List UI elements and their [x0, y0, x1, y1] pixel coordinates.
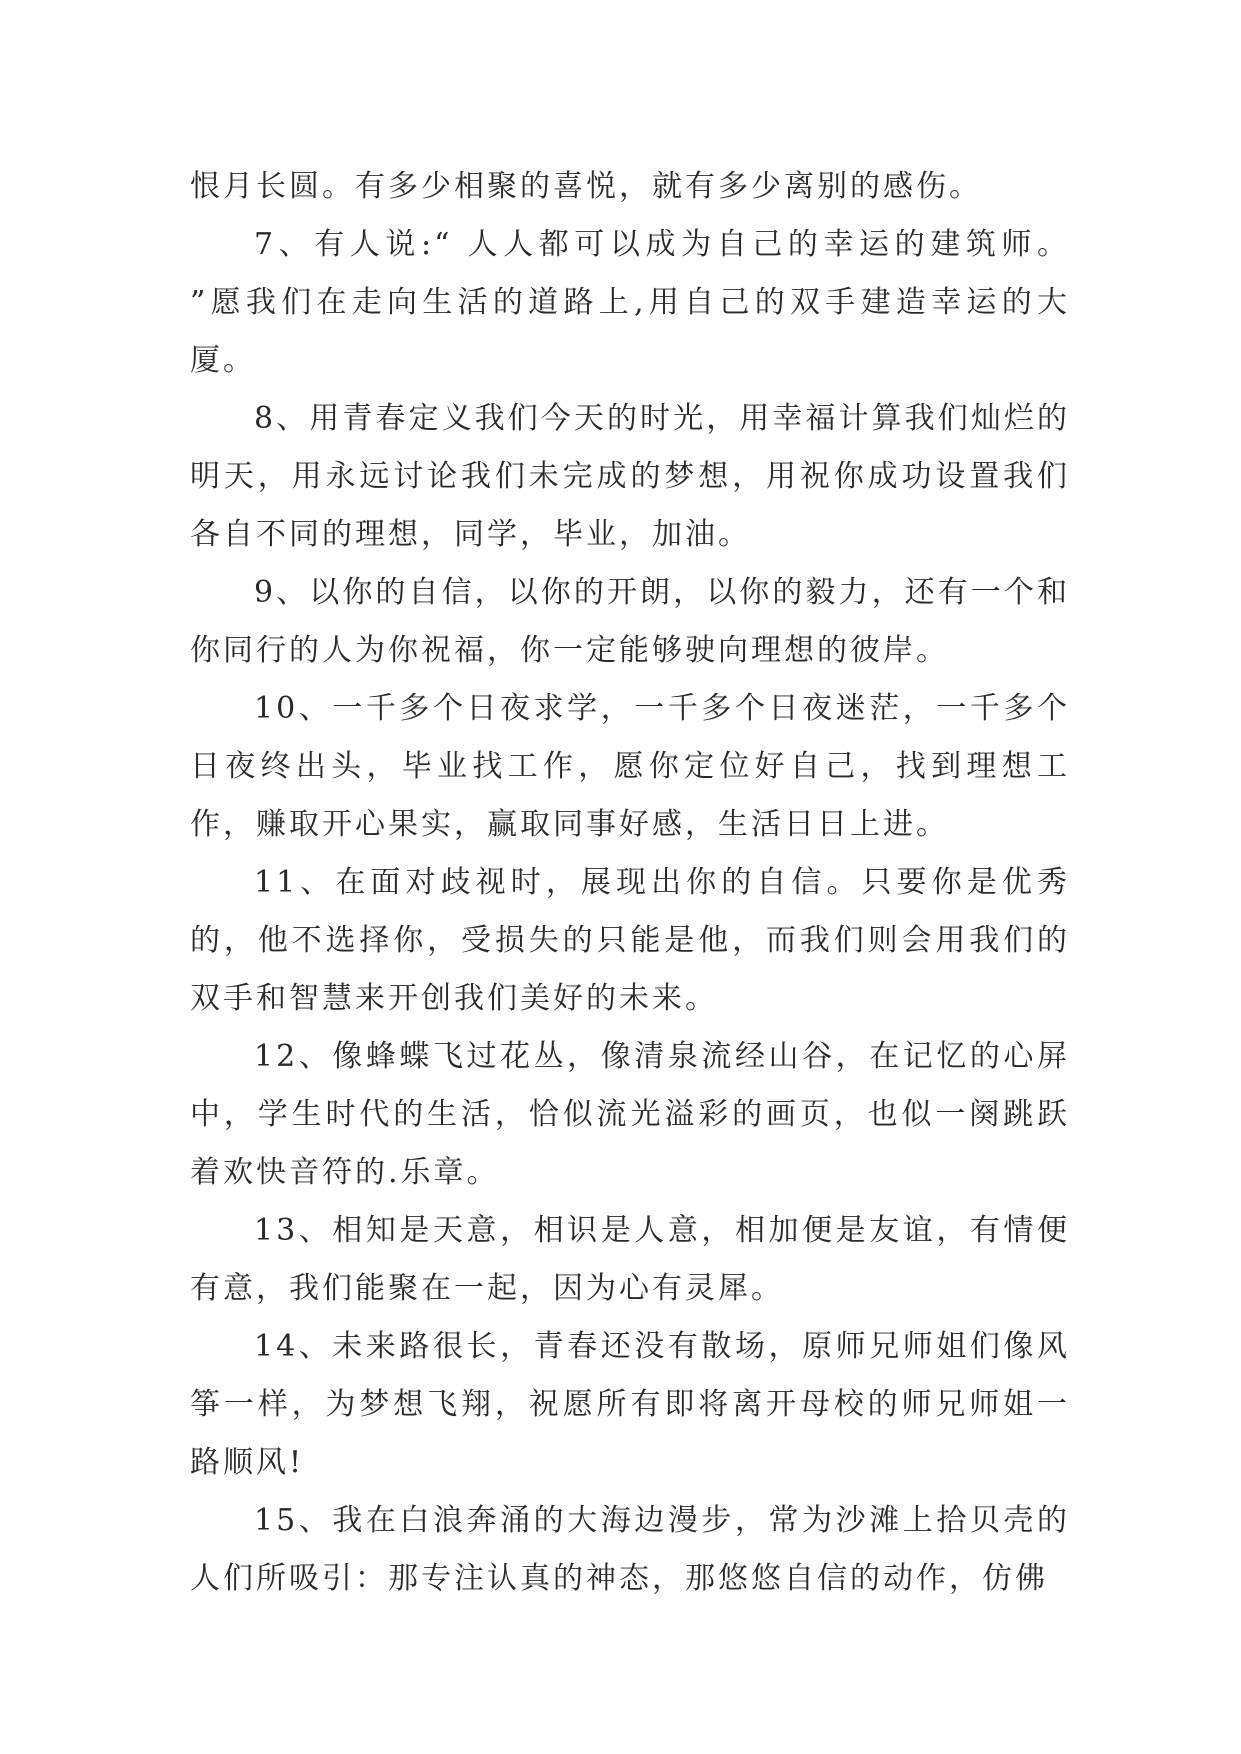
paragraph-continued: 恨月长圆。有多少相聚的喜悦，就有多少离别的感伤。 — [190, 169, 982, 204]
paragraph-item-10: 10、一千多个日夜求学，一千多个日夜迷茫，一千多个日夜终出头，毕业找工作，愿你定位好自己，找到理想工作，赚取开心果实，赢取同事好感，生活日日上进。 — [190, 691, 1070, 842]
paragraph-item-11: 11、在面对歧视时，展现出你的自信。只要你是优秀的，他不选择你，受损失的只能是他，而我们则会用我们的双手和智慧来开创我们美好的未来。 — [190, 865, 1070, 1016]
paragraph-item-13: 13、相知是天意，相识是人意，相加便是友谊，有情便有意，我们能聚在一起，因为心有灵犀。 — [190, 1213, 1070, 1306]
document-body — [190, 158, 1070, 1608]
paragraph-item-12: 12、像蜂蝶飞过花丛，像清泉流经山谷，在记忆的心屏中，学生时代的生活，恰似流光溢彩的画页，也似一阕跳跃着欢快音符的.乐章。 — [190, 1039, 1070, 1190]
paragraph-item-7: 7、有人说:“ 人人都可以成为自己的幸运的建筑师。 ”愿我们在走向生活的道路上,用自己的双手建造幸运的大厦。 — [190, 227, 1070, 378]
paragraph-item-9: 9、以你的自信，以你的开朗，以你的毅力，还有一个和你同行的人为你祝福，你一定能够驶向理想的彼岸。 — [190, 575, 1070, 668]
paragraph-item-8: 8、用青春定义我们今天的时光，用幸福计算我们灿烂的明天，用永远讨论我们未完成的梦想，用祝你成功设置我们各自不同的理想，同学，毕业，加油。 — [190, 401, 1070, 552]
paragraph-item-14: 14、未来路很长，青春还没有散场，原师兄师姐们像风筝一样，为梦想飞翔，祝愿所有即将离开母校的师兄师姐一路顺风! — [190, 1329, 1070, 1480]
paragraph-item-15: 15、我在白浪奔涌的大海边漫步，常为沙滩上拾贝壳的人们所吸引：那专注认真的神态，那悠悠自信的动作，仿佛 — [190, 1503, 1070, 1596]
